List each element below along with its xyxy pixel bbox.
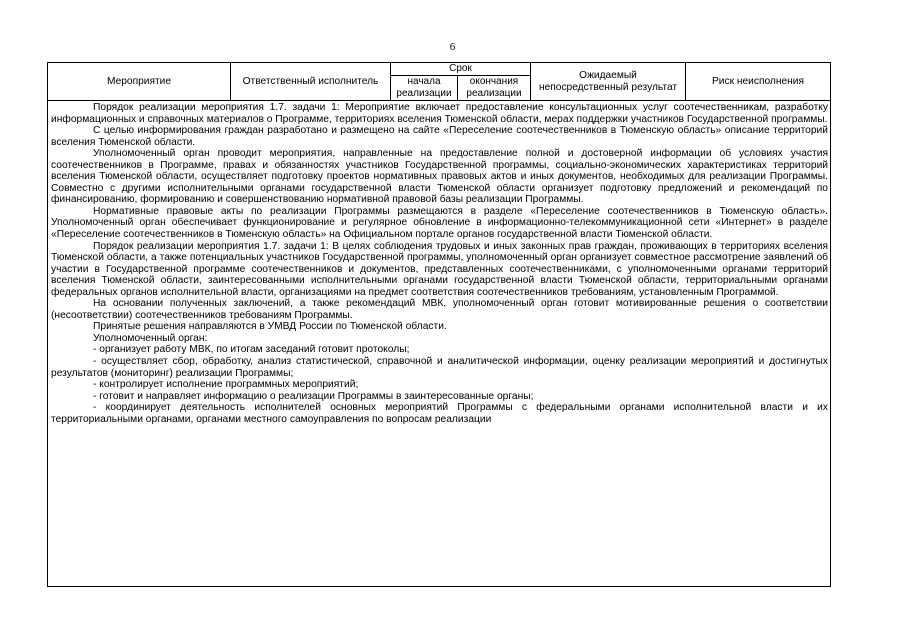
header-term-start: начала реализации [391, 76, 458, 101]
list-item: - осуществляет сбор, обработку, анализ статистической, справочной и аналитической информации, оценку реализации мероприятий и достигнутых результатов (мониторинг) реализации Программы; [51, 356, 829, 379]
list-item: - готовит и направляет информацию о реализации Программы в заинтересованные органы; [93, 390, 534, 402]
paragraph: С целью информирования граждан разработано и размещено на сайте «Переселение соотечественников в Тюменскую область» описание территорий вселения Тюменской области. [51, 125, 829, 148]
paragraph: Уполномоченный орган: [93, 332, 208, 344]
page-number: 6 [449, 41, 456, 53]
header-risk: Риск неисполнения [686, 63, 831, 101]
header-term-end: окончания реализации [458, 76, 531, 101]
list-item: - координирует деятельность исполнителей основных мероприятий Программы с федеральными органами исполнительной власти и их территориальными органами, органами местного самоуправления по вопросам реализации [51, 402, 829, 425]
header-responsible: Ответственный исполнитель [231, 63, 391, 101]
header-expected-result: Ожидаемый непосредственный результат [531, 63, 686, 101]
paragraph: На основании полученных заключений, а также рекомендаций МВК, уполномоченный орган готовит мотивированные решения о соответствии (несоответствии) соотечественников требованиям Программы. [51, 298, 829, 321]
paragraph: Порядок реализации мероприятия 1.7. задачи 1: В целях соблюдения трудовых и иных законных прав граждан, проживающих в территориях вселения Тюменской области, а также потенциальных участников Государственной программы, уполномоченный орган организует совместное рассмотрение заявлений об участии в Государственной программе соотечественников и документов, представленных соотечественниками, с уполномоченными органами территорий вселения Тюменской области, заинтересованными исполнительными органами государственной власти Тюменской области, территориальными органами федеральных органов исполнительной власти, организациями на предмет соответствия соотечественников требованиям, установленным Программой. [51, 240, 829, 298]
program-table [47, 62, 831, 587]
paragraph: Нормативные правовые акты по реализации Программы размещаются в разделе «Переселение соотечественников в Тюменскую область». Уполномоченный орган обеспечивает функционирование и регулярное обновление в информационно-телекоммуникационной сети «Интернет» в разделе «Переселение соотечественников в Тюменскую область» на Официальном портале органов государственной власти Тюменской области. [51, 205, 829, 241]
paragraph: Уполномоченный орган проводит мероприятия, направленные на предоставление полной и достоверной информации об условиях участия соотечественников в Программе, правах и обязанностях участников Государственной программы, социально-экономических характеристиках территорий вселения Тюменской области, осуществляет подготовку проектов нормативных правовых актов и иных документов, необходимых для реализации Программы. Совместно с другими исполнительными органами государственной власти Тюменской области организует подготовку предложений и рекомендаций по финансированию, формированию и совершенствованию нормативной правовой базы реализации Программы. [51, 148, 829, 206]
list-item: - организует работу МВК, по итогам заседаний готовит протоколы; [93, 344, 410, 356]
table-body-cell [48, 101, 831, 587]
header-term: Срок [391, 63, 531, 76]
header-event: Мероприятие [48, 63, 231, 101]
paragraph: Порядок реализации мероприятия 1.7. задачи 1: Мероприятие включает предоставление консультационных услуг соотечественникам, разработку информационных и справочных материалов о Программе, территориях вселения Тюменской области, мерах поддержки участников Государственной программы. [51, 102, 829, 125]
list-item: - контролирует исполнение программных мероприятий; [93, 379, 359, 391]
table-header-row [48, 63, 831, 76]
table-body-row [48, 101, 831, 587]
paragraph: Принятые решения направляются в УМВД России по Тюменской области. [93, 321, 447, 333]
